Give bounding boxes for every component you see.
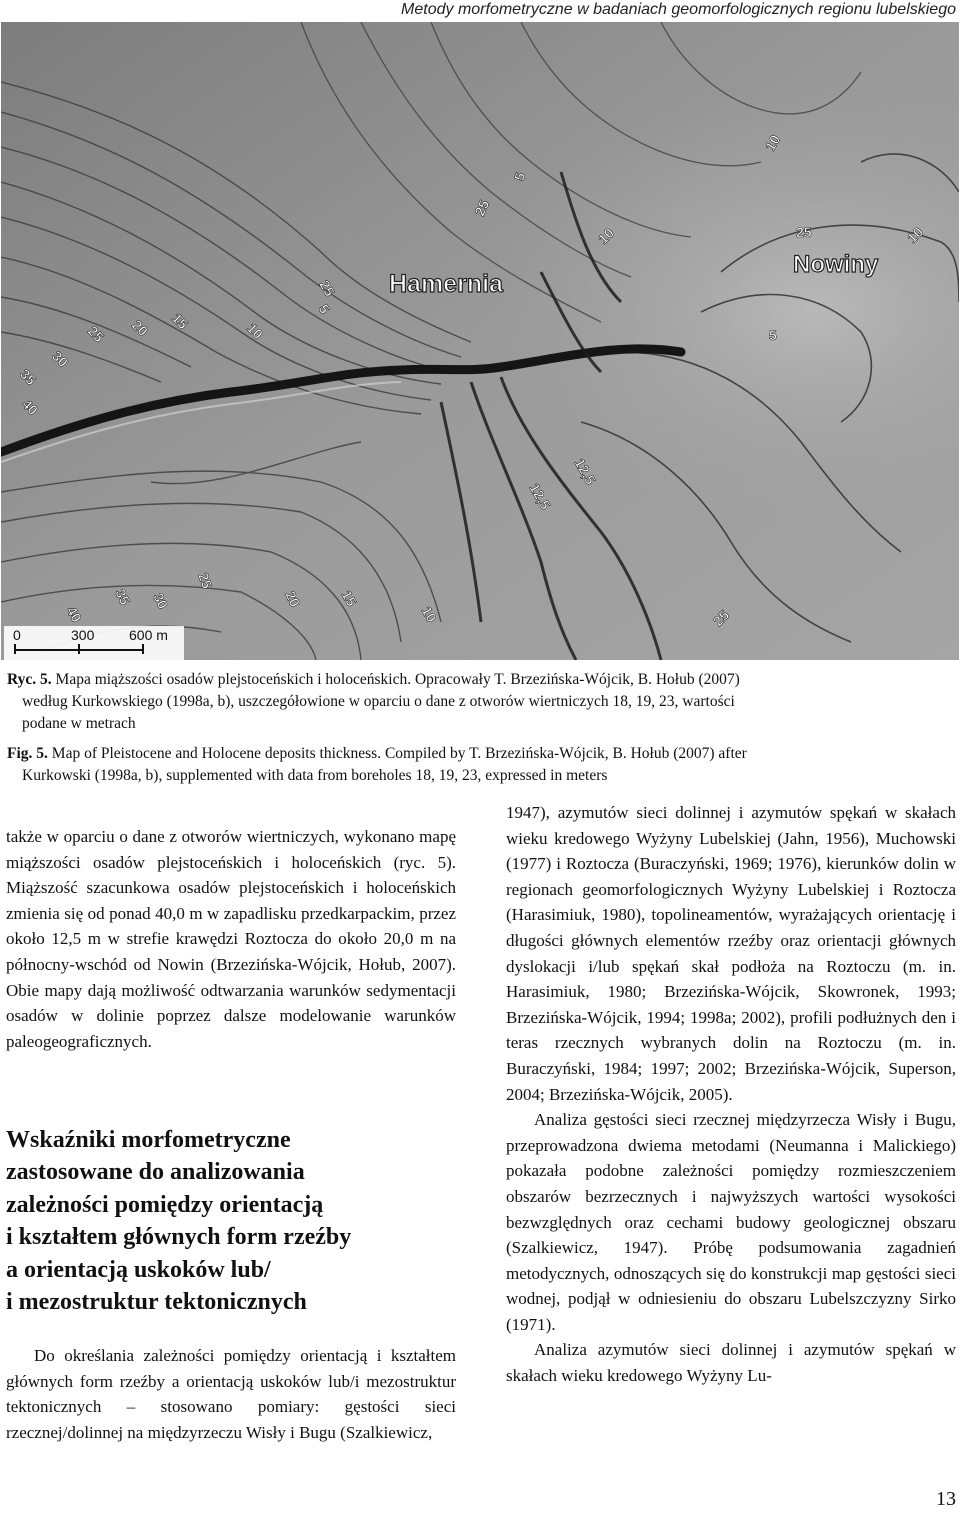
- caption-label: Ryc. 5.: [7, 671, 52, 688]
- caption-text: podane w metrach: [22, 715, 136, 732]
- caption-text: Mapa miąższości osadów plejstoceńskich i holoceńskich. Opracowały T. Brzezińska-Wójcik, B. Hołub (2007): [55, 671, 740, 688]
- body-paragraph: Do określania zależności pomiędzy orientacją i kształtem głównych form rzeźby a orientacją uskoków lub/i mezostruktur tektonicznych – stosowano pomiary: gęstości sieci rzecznej/dolinnej na międzyrzeczu Wisły i Bugu (Szalkiewicz,: [6, 1346, 456, 1442]
- contour-label: 20: [282, 588, 304, 610]
- contour-label: 25: [796, 224, 812, 240]
- scale-tick-label: 300: [71, 627, 95, 643]
- contour-label: 5: [769, 327, 777, 343]
- body-paragraph: także w oparciu o dane z otworów wiertniczych, wykonano mapę miąższości osadów plejstoceńskich i holoceńskich (ryc. 5). Miąższość szacunkowa osadów plejstoceńskich i holoceńskich zmienia się od ponad 40,0 m w zapadlisku przedkarpackim, przez około 12,5 m w strefie krawędzi Roztocza do około 20,0 m na północny-wschód od Nowin (Brzezińska-Wójcik, Hołub, 2007). Obie mapy dają możliwość odtwarzania warunków sedymentacji osadów w dolinie poprzez dalsze modelowanie warunków paleogeograficznych.: [6, 827, 456, 1051]
- contour-label: 10: [903, 223, 927, 247]
- heading-line: i mezostruktur tektonicznych: [6, 1289, 307, 1316]
- caption-text: Map of Pleistocene and Holocene deposits thickness. Compiled by T. Brzezińska-Wójcik, B. Hołub (2007) after: [51, 745, 747, 762]
- section-heading: [6, 1124, 436, 1318]
- contour-label: 40: [18, 395, 42, 419]
- left-column: [6, 824, 456, 1054]
- caption-text: według Kurkowskiego (1998a, b), uszczegółowione w oparciu o dane z otworów wiertniczych 18, 19, 23, wartości: [22, 693, 735, 710]
- heading-line: Wskaźniki morfometryczne: [6, 1127, 291, 1153]
- heading-line: zastosowane do analizowania: [6, 1159, 305, 1186]
- contour-label: 15: [168, 309, 192, 333]
- contour-label: 5: [510, 170, 529, 184]
- contour-label: 15: [338, 587, 361, 609]
- body-paragraph: Analiza azymutów sieci dolinnej i azymutów spękań w skałach wieku kredowego Wyżyny Lu-: [506, 1340, 956, 1386]
- caption-label: Fig. 5.: [7, 745, 48, 762]
- scale-tick-label: 600 m: [129, 627, 168, 643]
- running-header: Metody morfometryczne w badaniach geomorfologicznych regionu lubelskiego: [401, 1, 956, 18]
- contour-label: 25: [84, 322, 108, 346]
- place-label-nowiny: Nowiny: [793, 251, 879, 278]
- contour-label: 10: [418, 603, 441, 625]
- contour-label: 10: [243, 319, 267, 343]
- contour-label: 5: [315, 301, 334, 317]
- contour-label: 10: [761, 132, 784, 154]
- contour-label: 10: [594, 224, 618, 248]
- contour-label: 40: [63, 603, 86, 625]
- body-paragraph: 1947), azymutów sieci dolinnej i azymutów spękań w skałach wieku kredowego Wyżyny Lubelskiej (Jahn, 1956), Muchowski (1977) i Roztocza (Buraczyński, 1969; 1976), kierunków dolin w regionach geomorfologicznych Wyżyny Lubelskiej i Roztocza (Harasimiuk, 1980), topolineamentów, wyrażających orientację i długości głównych elementów rzeźby oraz orientacji głównych dyslokacji i/lub spękań skał podłoża na Roztoczu (m. in. Harasimiuk, 1980; Brzezińska-Wójcik, Skowronek, 1993; Brzezińska-Wójcik, 1994; 1998a; 2002), profili podłużnych den i teras rzecznych wybranych dolin na Roztoczu (m. in. Buraczyński, 1984; 1997; 2002; Brzezińska-Wójcik, Superson, 2004; Brzezińska-Wójcik, 2005).: [506, 803, 956, 1104]
- shaded-relief-map: [1, 22, 959, 660]
- contour-label: 25: [471, 197, 493, 219]
- contour-label: 25: [316, 277, 339, 299]
- contour-label: 25: [709, 606, 733, 630]
- contour-label: 30: [48, 347, 72, 371]
- body-paragraph: Analiza gęstości sieci rzecznej międzyrzecza Wisły i Bugu, przeprowadzona dwiema metodami (Neumanna i Malickiego) pokazała podobne zależności pomiędzy rozmieszczeniem obszarów bezrzecznych i najwyższych wartości wysokości bezwzględnych oraz cechami budowy geologicznej obszaru (Szalkiewicz, 1947). Próbę podsumowania zagadnień metodycznych, odnoszących się do konstrukcji map gęstości sieci wodnej, podjął w odniesieniu do obszaru Lubelszczyzny Sirko (1971).: [506, 1110, 956, 1334]
- left-column-lower: [6, 1343, 456, 1445]
- scale-tick-label: 0: [13, 627, 21, 643]
- figure-caption-english: [7, 743, 957, 787]
- contour-label: 12,5: [571, 455, 599, 488]
- thickness-map-figure: [1, 22, 959, 660]
- contour-label: 30: [150, 590, 172, 612]
- contour-label: 35: [112, 586, 134, 608]
- contour-label: 12,5: [526, 480, 554, 513]
- contour-label: 25: [195, 570, 216, 591]
- heading-line: zależności pomiędzy orientacją: [6, 1191, 324, 1218]
- contour-label: 35: [16, 365, 40, 389]
- figure-caption-polish: [7, 669, 957, 735]
- right-column: [506, 800, 956, 1389]
- caption-text: Kurkowski (1998a, b), supplemented with data from boreholes 18, 19, 23, expressed in meters: [22, 767, 608, 784]
- heading-line: a orientacją uskoków lub/: [6, 1256, 271, 1283]
- heading-line: i kształtem głównych form rzeźby: [6, 1224, 352, 1251]
- contour-label: 20: [128, 316, 152, 340]
- scale-bar: [4, 626, 184, 660]
- place-label-hamernia: Hamernia: [389, 270, 503, 298]
- page-number: 13: [936, 1488, 956, 1510]
